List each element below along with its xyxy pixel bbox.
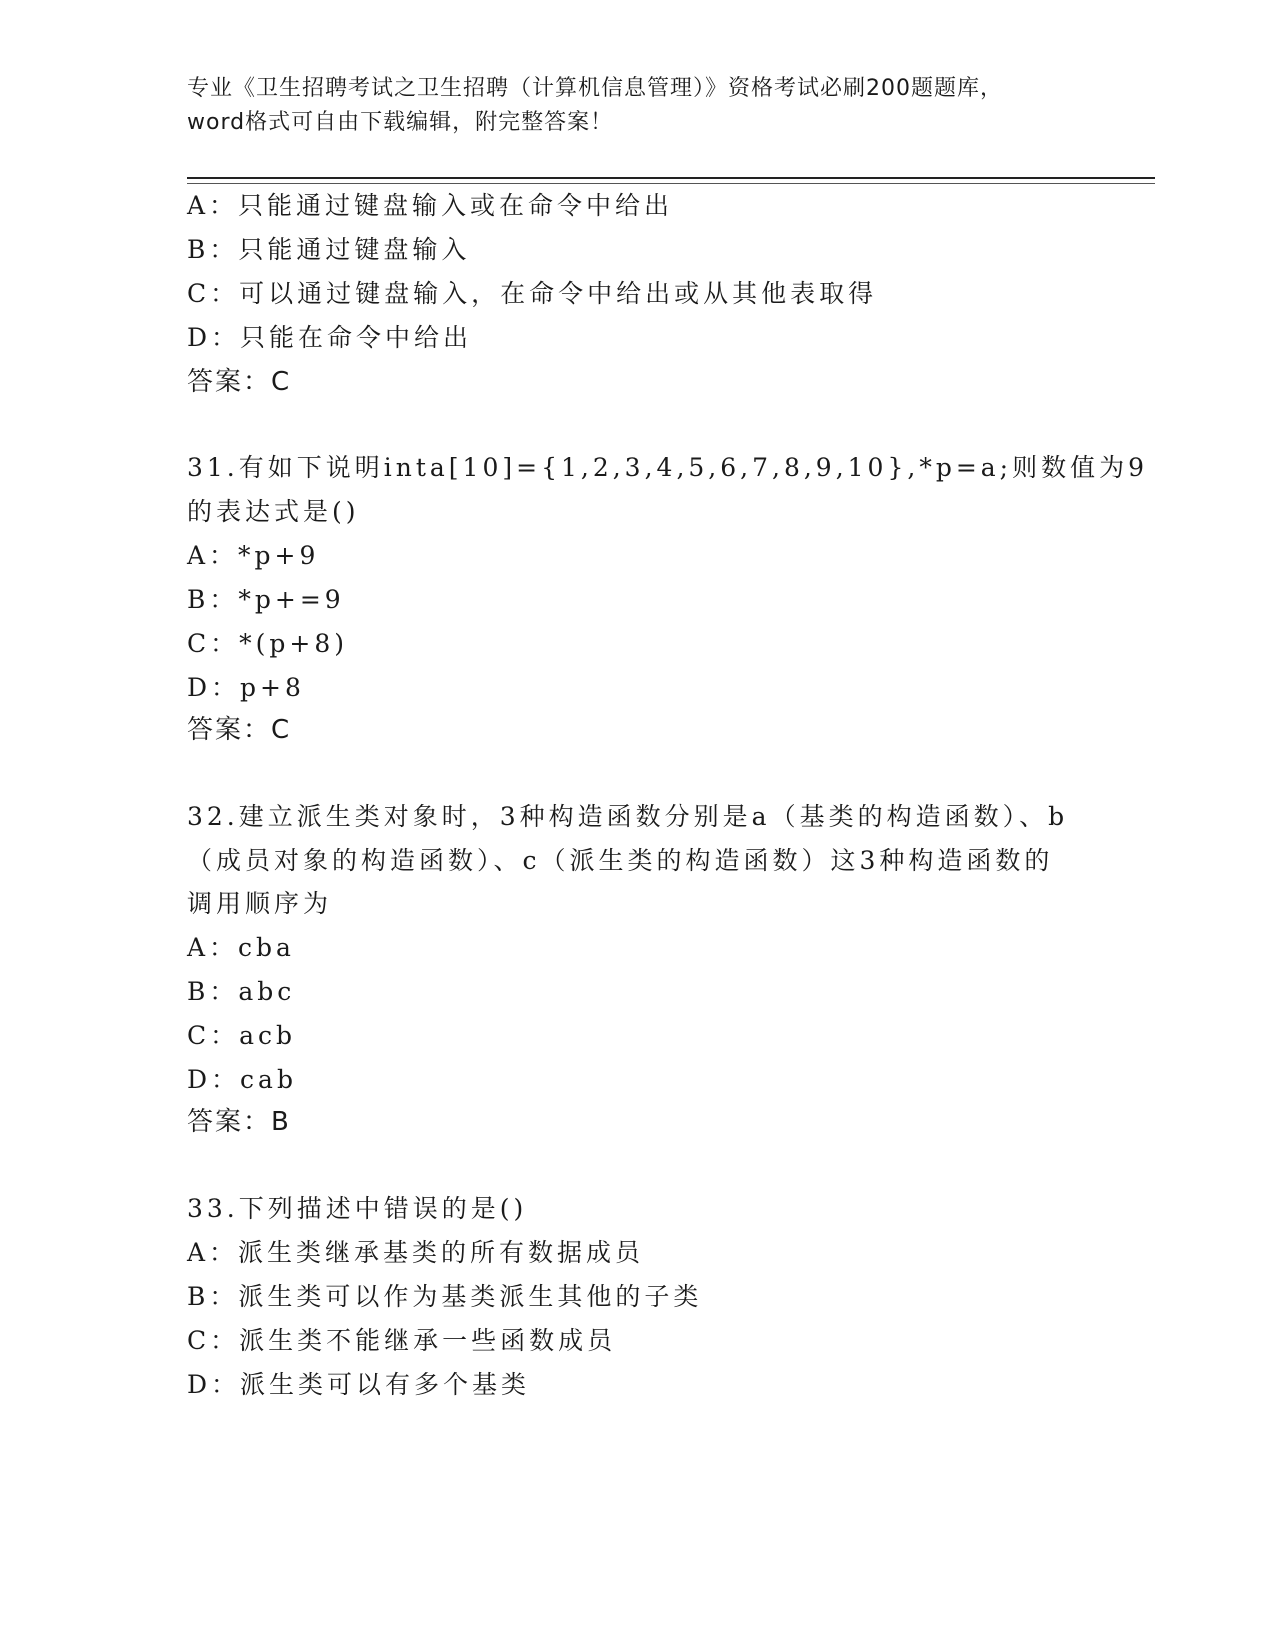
prev-option-d: D：只能在命令中给出	[187, 323, 473, 352]
q32-option-a: A：cba	[187, 933, 295, 962]
prev-option-c: C：可以通过键盘输入，在命令中给出或从其他表取得	[187, 279, 878, 308]
q33-option-c: C：派生类不能继承一些函数成员	[187, 1326, 617, 1355]
q31-stem-line-1: 31.有如下说明inta[10]={1,2,3,4,5,6,7,8,9,10},*p=a;则数值为9	[187, 453, 1148, 482]
q31-answer: 答案：C	[187, 715, 292, 745]
q32-answer: 答案：B	[187, 1107, 291, 1137]
q31-option-c: C：*(p+8)	[187, 629, 348, 658]
q32-option-c: C：acb	[187, 1021, 297, 1050]
q33-stem-line-1: 33.下列描述中错误的是()	[187, 1194, 528, 1223]
q32-option-b: B：abc	[187, 977, 296, 1006]
q31-stem-line-2: 的表达式是()	[187, 497, 360, 526]
header-divider-thick	[187, 177, 1155, 179]
prev-option-b: B：只能通过键盘输入	[187, 235, 471, 264]
q33-option-a: A：派生类继承基类的所有数据成员	[187, 1238, 645, 1267]
prev-answer: 答案：C	[187, 367, 292, 397]
q31-option-a: A：*p+9	[187, 541, 320, 570]
header-title-line-2: word格式可自由下载编辑，附完整答案！	[187, 110, 614, 135]
header-title-line-1: 专业《卫生招聘考试之卫生招聘（计算机信息管理）》资格考试必刷200题题库，	[187, 76, 1003, 101]
q32-option-d: D：cab	[187, 1065, 297, 1094]
q32-stem-line-2: （成员对象的构造函数）、c（派生类的构造函数）这3种构造函数的	[187, 846, 1054, 875]
prev-option-a: A：只能通过键盘输入或在命令中给出	[187, 191, 674, 220]
document-header	[187, 72, 1087, 140]
q31-option-d: D：p+8	[187, 673, 305, 702]
q32-stem-line-3: 调用顺序为	[187, 889, 333, 918]
q33-option-d: D：派生类可以有多个基类	[187, 1370, 531, 1399]
header-divider-thin	[187, 183, 1155, 184]
q31-option-b: B：*p+=9	[187, 585, 345, 614]
q32-stem-line-1: 32.建立派生类对象时，3种构造函数分别是a（基类的构造函数）、b	[187, 802, 1069, 831]
q33-option-b: B：派生类可以作为基类派生其他的子类	[187, 1282, 703, 1311]
